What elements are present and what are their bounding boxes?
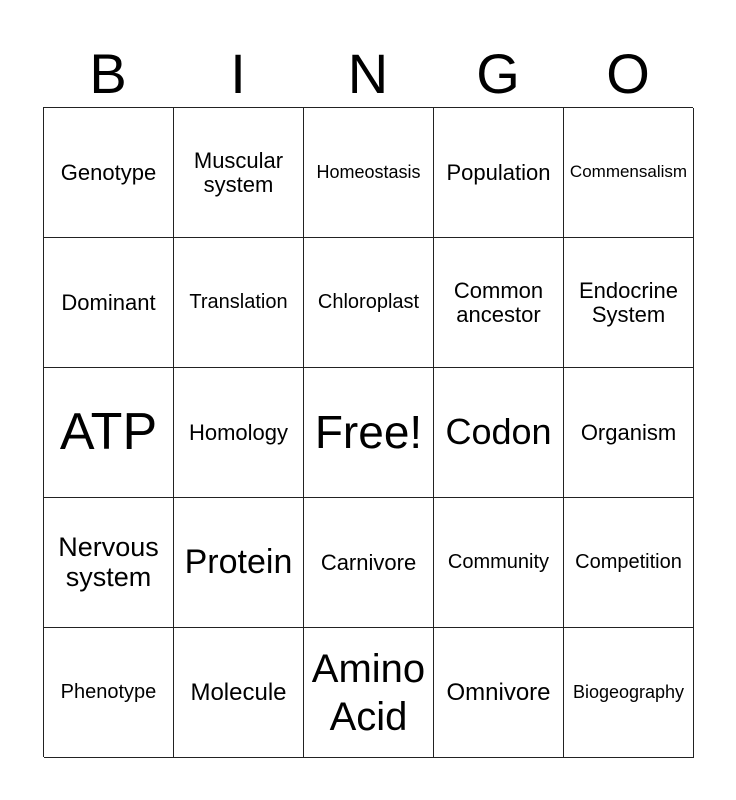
bingo-cell[interactable] (44, 238, 174, 368)
cell-text: Commensalism (569, 162, 688, 182)
header-letter-o: O (606, 42, 650, 105)
bingo-cell[interactable] (564, 628, 694, 758)
bingo-cell[interactable] (434, 498, 564, 628)
bingo-cell[interactable] (44, 368, 174, 498)
cell-text: Common ancestor (453, 277, 544, 327)
cell-text: Biogeography (572, 681, 685, 702)
header-letter-i: I (230, 42, 246, 105)
bingo-cell[interactable] (174, 108, 304, 238)
cell-text: Molecule (190, 678, 287, 706)
bingo-cell[interactable] (174, 238, 304, 368)
cell-text: Amino Acid (311, 646, 426, 739)
cell-text: Homeostasis (316, 161, 421, 182)
bingo-cell[interactable] (174, 368, 304, 498)
cell-text: Endocrine System (578, 277, 679, 327)
bingo-cell[interactable] (564, 238, 694, 368)
cell-text: Population (446, 159, 551, 185)
cell-text: Carnivore (320, 549, 417, 575)
bingo-cell[interactable] (304, 238, 434, 368)
bingo-cell[interactable] (304, 498, 434, 628)
header-letter-b: B (89, 42, 127, 105)
cell-text: Protein (184, 543, 293, 582)
header-letter-n: N (347, 42, 389, 105)
cell-text: Muscular system (193, 147, 284, 197)
cell-text: Genotype (60, 159, 157, 185)
cell-text: Codon (445, 411, 552, 453)
bingo-cell[interactable] (174, 498, 304, 628)
bingo-cell[interactable] (434, 238, 564, 368)
cell-text: Dominant (61, 289, 156, 315)
bingo-cell[interactable] (44, 108, 174, 238)
cell-text: Community (447, 550, 550, 573)
bingo-cell[interactable] (564, 108, 694, 238)
cell-text: Competition (575, 550, 682, 573)
bingo-cell[interactable] (304, 108, 434, 238)
bingo-cell[interactable] (44, 498, 174, 628)
cell-text: Translation (189, 290, 288, 313)
bingo-cell[interactable] (434, 368, 564, 498)
bingo-grid (43, 107, 693, 757)
bingo-cell[interactable] (564, 368, 694, 498)
cell-text: ATP (59, 403, 158, 462)
bingo-cell[interactable] (434, 108, 564, 238)
header-letter-g: G (476, 42, 520, 105)
bingo-cell[interactable] (44, 628, 174, 758)
cell-text: Organism (580, 419, 677, 445)
cell-text: Omnivore (446, 678, 551, 706)
bingo-cell[interactable] (304, 628, 434, 758)
cell-text: Homology (188, 419, 289, 445)
cell-text: Chloroplast (317, 290, 420, 313)
bingo-header (43, 40, 693, 108)
bingo-cell[interactable] (434, 628, 564, 758)
cell-text: Nervous system (58, 532, 159, 592)
cell-text: Phenotype (60, 680, 157, 703)
bingo-cell[interactable] (564, 498, 694, 628)
free-space[interactable] (304, 368, 434, 498)
bingo-cell[interactable] (174, 628, 304, 758)
cell-text: Free! (314, 405, 423, 458)
